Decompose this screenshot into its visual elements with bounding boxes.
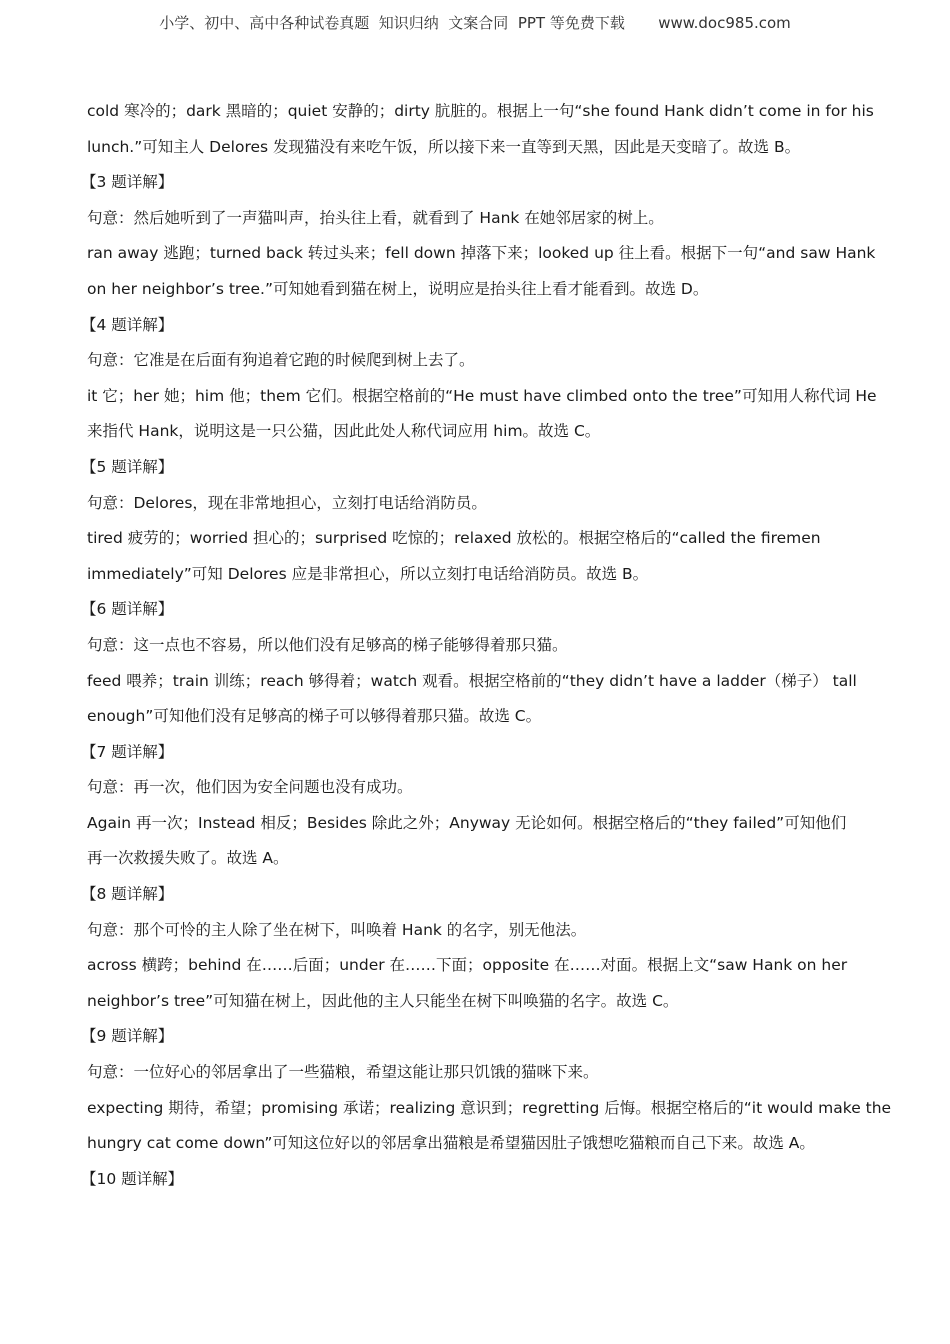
paragraph-line: 句意：然后她听到了一声猫叫声，抬头往上看，就看到了 Hank 在她邻居家的树上。	[87, 208, 664, 227]
section-heading: 【7 题详解】	[81, 742, 174, 761]
section-heading: 【10 题详解】	[81, 1169, 184, 1188]
paragraph-line: cold 寒冷的；dark 黑暗的；quiet 安静的；dirty 肮脏的。根据上一句“she found Hank didn’t come in for his	[87, 102, 874, 120]
section-heading: 【3 题详解】	[81, 173, 174, 192]
paragraph-line: ran away 逃跑；turned back 转过头来；fell down 掉落下来；looked up 往上看。根据下一句“and saw Hank	[87, 244, 876, 263]
paragraph-line: 句意：那个可怜的主人除了坐在树下，叫唤着 Hank 的名字，别无他法。	[87, 920, 587, 939]
page-header: 小学、初中、高中各种试卷真题 知识归纳 文案合同 PPT 等免费下载 www.doc985.com	[159, 14, 791, 32]
paragraph-line: neighbor’s tree”可知猫在树上，因此他的主人只能坐在树下叫唤猫的名字。故选 C。	[87, 991, 679, 1010]
section-heading: 【9 题详解】	[81, 1027, 174, 1046]
paragraph-line: tired 疲劳的；worried 担心的；surprised 吃惊的；relaxed 放松的。根据空格后的“called the firemen	[87, 529, 821, 548]
paragraph-line: 来指代 Hank，说明这是一只公猫，因此此处人称代词应用 him。故选 C。	[87, 422, 601, 441]
paragraph-line: enough”可知他们没有足够高的梯子可以够得着那只猫。故选 C。	[87, 707, 542, 726]
paragraph-line: 句意：这一点也不容易，所以他们没有足够高的梯子能够得着那只猫。	[87, 635, 568, 654]
paragraph-line: expecting 期待，希望；promising 承诺；realizing 意识到；regretting 后悔。根据空格后的“it would make the	[87, 1098, 892, 1117]
paragraph-line: 句意：一位好心的邻居拿出了一些猫粮，希望这能让那只饥饿的猫咪下来。	[87, 1063, 599, 1082]
paragraph-line: 再一次救援失败了。故选 A。	[87, 849, 289, 868]
paragraph-line: Again 再一次；Instead 相反；Besides 除此之外；Anyway 无论如何。根据空格后的“they failed”可知他们	[87, 813, 847, 832]
section-heading: 【4 题详解】	[81, 315, 174, 334]
section-heading: 【8 题详解】	[81, 885, 174, 904]
paragraph-line: on her neighbor’s tree.”可知她看到猫在树上，说明应是抬头往上看才能看到。故选 D。	[87, 279, 709, 298]
document-body	[81, 94, 892, 1197]
paragraph-line: feed 喂养；train 训练；reach 够得着；watch 观看。根据空格前的“they didn’t have a ladder（梯子） tall	[87, 671, 857, 690]
paragraph-line: 句意：它准是在后面有狗追着它跑的时候爬到树上去了。	[87, 351, 475, 370]
paragraph-line: immediately”可知 Delores 应是非常担心，所以立刻打电话给消防员。故选 B。	[87, 564, 649, 583]
section-heading: 【6 题详解】	[81, 600, 174, 619]
paragraph-line: across 横跨；behind 在……后面；under 在……下面；opposite 在……对面。根据上文“saw Hank on her	[87, 956, 848, 975]
paragraph-line: it 它；her 她；him 他；them 它们。根据空格前的“He must have climbed onto the tree”可知用人称代词 He	[87, 386, 877, 405]
section-heading: 【5 题详解】	[81, 457, 174, 476]
paragraph-line: 句意：再一次，他们因为安全问题也没有成功。	[87, 778, 413, 797]
paragraph-line: 句意：Delores，现在非常地担心，立刻打电话给消防员。	[87, 493, 487, 512]
paragraph-line: lunch.”可知主人 Delores 发现猫没有来吃午饭，所以接下来一直等到天黑，因此是天变暗了。故选 B。	[87, 137, 801, 156]
paragraph-line: hungry cat come down”可知这位好以的邻居拿出猫粮是希望猫因肚子饿想吃猫粮而自己下来。故选 A。	[87, 1134, 815, 1153]
